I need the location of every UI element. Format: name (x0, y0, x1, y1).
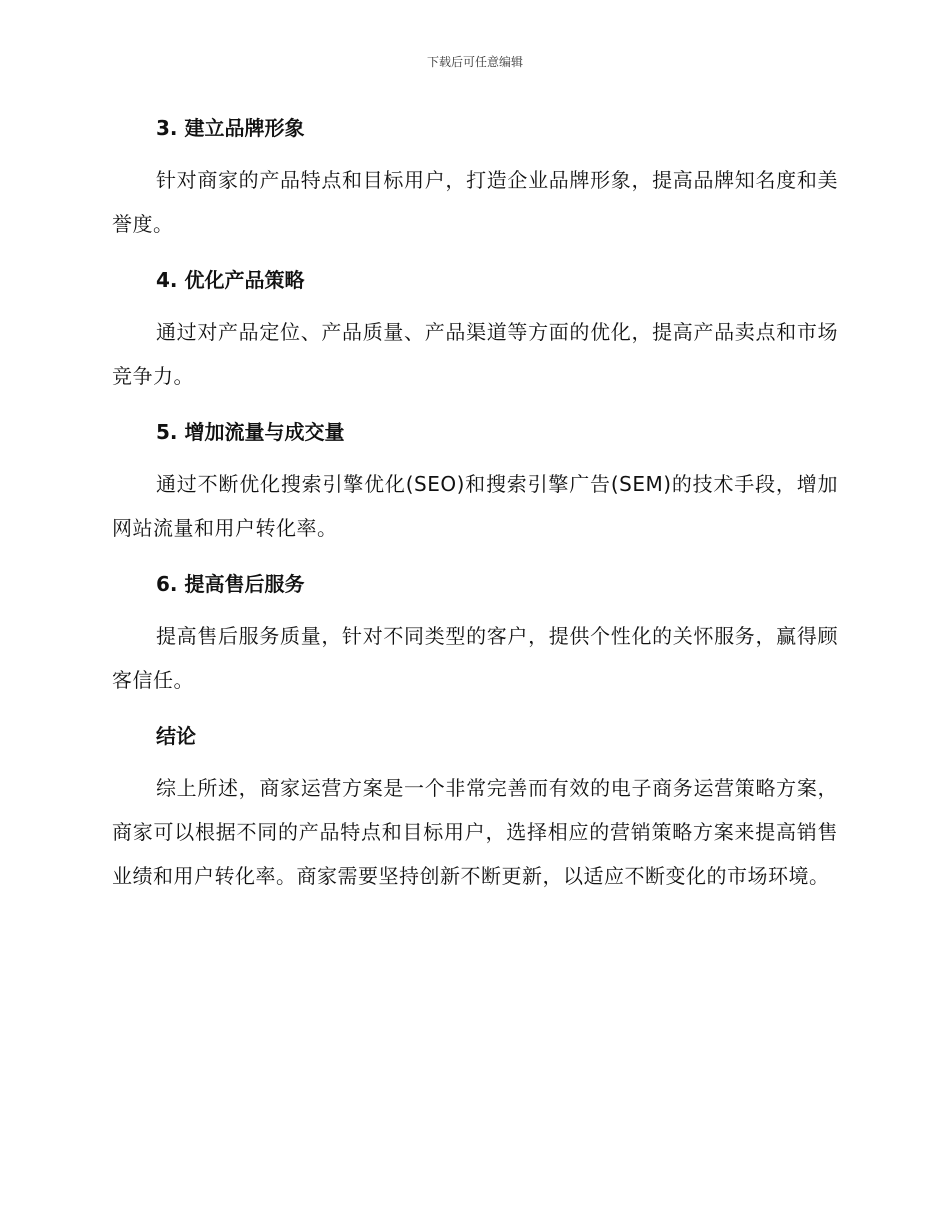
section-paragraph: 针对商家的产品特点和目标用户，打造企业品牌形象，提高品牌知名度和美誉度。 (112, 168, 838, 236)
section-paragraph: 通过对产品定位、产品质量、产品渠道等方面的优化，提高产品卖点和市场竞争力。 (112, 320, 838, 388)
section-heading: 6. 提高售后服务 (156, 572, 305, 596)
section-optimize-product (112, 264, 838, 398)
section-heading: 5. 增加流量与成交量 (156, 420, 345, 444)
section-heading: 4. 优化产品策略 (156, 268, 305, 292)
section-after-sales (112, 568, 838, 702)
document-body (112, 112, 838, 916)
section-paragraph: 综上所述，商家运营方案是一个非常完善而有效的电子商务运营策略方案，商家可以根据不同的产品特点和目标用户，选择相应的营销策略方案来提高销售业绩和用户转化率。商家需要坚持创新不断更新，以适应不断变化的市场环境。 (112, 776, 838, 888)
section-heading: 结论 (156, 724, 196, 748)
section-increase-traffic (112, 416, 838, 550)
section-build-brand (112, 112, 838, 246)
section-heading: 3. 建立品牌形象 (156, 116, 305, 140)
section-conclusion (112, 720, 838, 898)
header-note: 下载后可任意编辑 (426, 55, 523, 69)
section-paragraph: 提高售后服务质量，针对不同类型的客户，提供个性化的关怀服务，赢得顾客信任。 (112, 624, 838, 692)
section-paragraph: 通过不断优化搜索引擎优化(SEO)和搜索引擎广告(SEM)的技术手段，增加网站流量和用户转化率。 (112, 472, 838, 540)
